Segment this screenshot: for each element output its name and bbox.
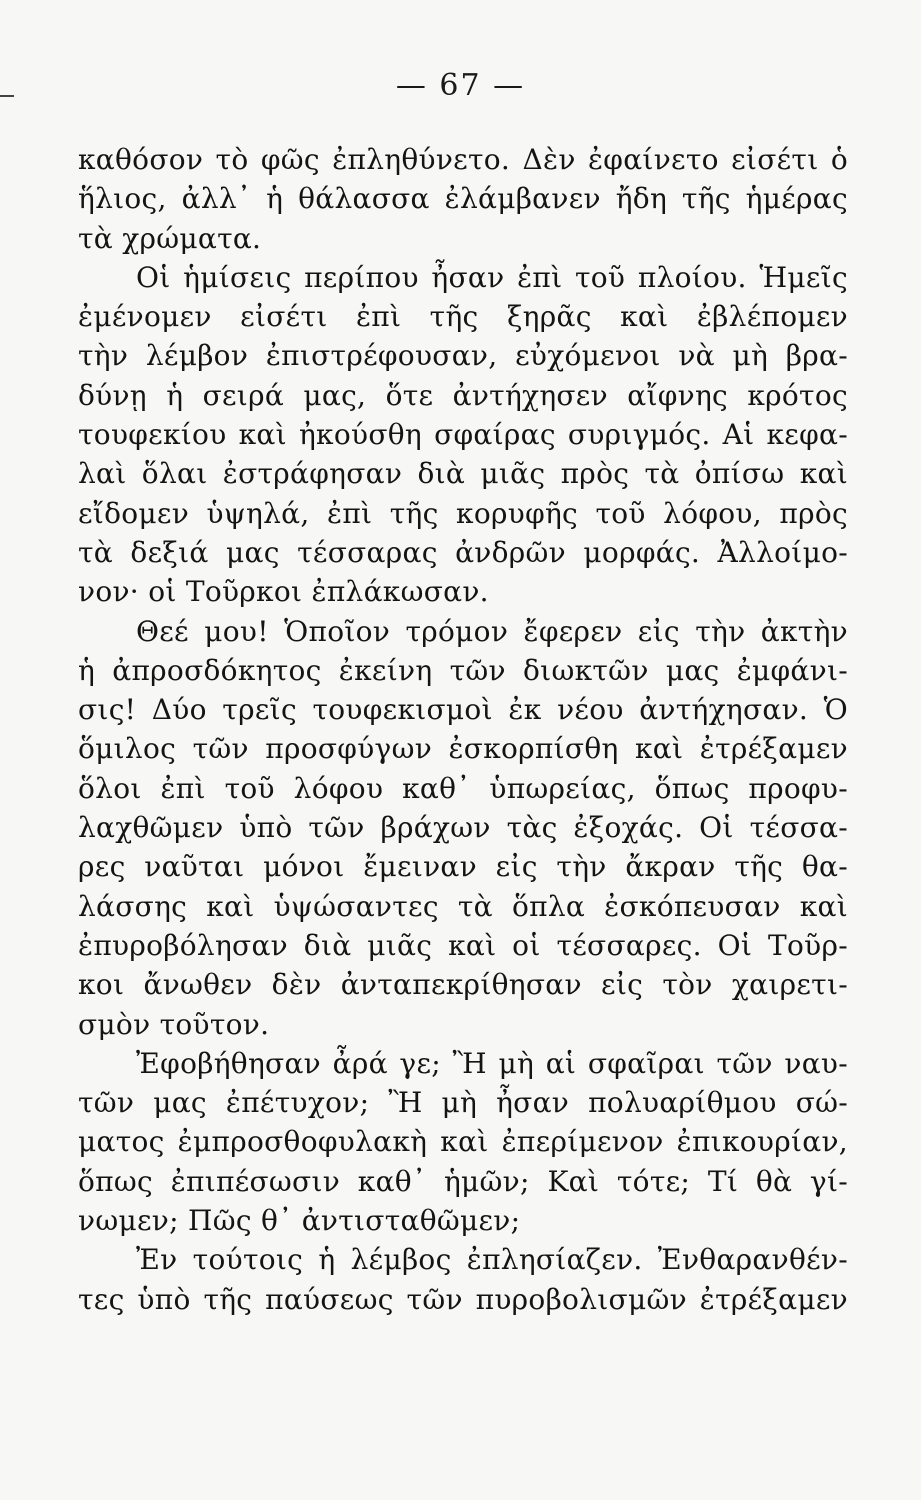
text-line: εἴδομεν ὑψηλά, ἐπὶ τῆς κορυφῆς τοῦ λόφου, πρὸς bbox=[78, 496, 848, 530]
text-line: τὰ δεξιά μας τέσσαρας ἀνδρῶν μορφάς. Ἀλλοίμο- bbox=[78, 535, 848, 569]
text-line: λάσσης καὶ ὑψώσαντες τὰ ὅπλα ἐσκόπευσαν καὶ bbox=[78, 889, 848, 923]
text-line: Ἐφοβήθησαν ἆρά γε; Ἢ μὴ αἱ σφαῖραι τῶν ναυ- bbox=[136, 1046, 848, 1080]
text-line: ἡ ἀπροσδόκητος ἐκείνη τῶν διωκτῶν μας ἐμφάνι- bbox=[78, 653, 848, 687]
text-line: λαχθῶμεν ὑπὸ τῶν βράχων τὰς ἐξοχάς. Οἱ τέσσα- bbox=[78, 811, 848, 845]
text-line: τὰ χρώματα. bbox=[78, 221, 262, 255]
text-line: ἐπυροβόλησαν διὰ μιᾶς καὶ οἱ τέσσαρες. Οἱ Τοῦρ- bbox=[78, 928, 848, 962]
text-line: ὅπως ἐπιπέσωσιν καθ᾿ ἡμῶν; Καὶ τότε; Τί θὰ γί- bbox=[78, 1164, 848, 1198]
text-line: λαὶ ὅλαι ἐστράφησαν διὰ μιᾶς πρὸς τὰ ὀπίσω καὶ bbox=[78, 457, 848, 491]
text-line: Οἱ ἡμίσεις περίπου ἦσαν ἐπὶ τοῦ πλοίου. Ἡμεῖς bbox=[136, 260, 848, 294]
text-line: Θεέ μου! Ὁποῖον τρόμον ἔφερεν εἰς τὴν ἀκτὴν bbox=[136, 614, 848, 648]
text-line: ὅλοι ἐπὶ τοῦ λόφου καθ᾿ ὑπωρείας, ὅπως προφυ- bbox=[78, 771, 848, 805]
text-line: ἐμένομεν εἰσέτι ἐπὶ τῆς ξηρᾶς καὶ ἐβλέπομεν bbox=[78, 300, 848, 334]
text-line: νωμεν; Πῶς θ᾿ ἀντισταθῶμεν; bbox=[78, 1204, 521, 1238]
text-line: ρες ναῦται μόνοι ἔμειναν εἰς τὴν ἄκραν τῆς θα- bbox=[78, 850, 848, 884]
text-line: τουφεκίου καὶ ἠκούσθη σφαίρας συριγμός. Αἱ κεφα- bbox=[78, 418, 848, 452]
text-line: Ἐν τούτοις ἡ λέμβος ἐπλησίαζεν. Ἐνθαρανθέν- bbox=[136, 1243, 848, 1277]
text-body bbox=[78, 140, 848, 1319]
text-line: ὅμιλος τῶν προσφύγων ἐσκορπίσθη καὶ ἐτρέξαμεν bbox=[78, 732, 848, 766]
text-line: σις! Δύο τρεῖς τουφεκισμοὶ ἐκ νέου ἀντήχησαν. Ὁ bbox=[78, 693, 848, 727]
text-line: σμὸν τοῦτον. bbox=[78, 1007, 270, 1041]
page-number: — 67 — bbox=[395, 68, 526, 103]
text-line: ματος ἐμπροσθοφυλακὴ καὶ ἐπερίμενον ἐπικουρίαν, bbox=[78, 1125, 848, 1159]
text-line: τὴν λέμβον ἐπιστρέφουσαν, εὐχόμενοι νὰ μὴ βρα- bbox=[78, 339, 848, 373]
text-line: καθόσον τὸ φῶς ἐπληθύνετο. Δὲν ἐφαίνετο εἰσέτι ὁ bbox=[78, 143, 848, 176]
text-line: τῶν μας ἐπέτυχον; Ἢ μὴ ἦσαν πολυαρίθμου σώ- bbox=[78, 1086, 848, 1120]
text-line: κοι ἄνωθεν δὲν ἀνταπεκρίθησαν εἰς τὸν χαιρετι- bbox=[78, 968, 848, 1002]
text-line: ἥλιος, ἀλλ᾿ ἡ θάλασσα ἐλάμβανεν ἤδη τῆς ἡμέρας bbox=[78, 182, 848, 216]
text-line: νον· οἱ Τοῦρκοι ἐπλάκωσαν. bbox=[78, 575, 489, 609]
text-line: τες ὑπὸ τῆς παύσεως τῶν πυροβολισμῶν ἐτρέξαμεν bbox=[78, 1282, 848, 1316]
text-line: δύνῃ ἡ σειρά μας, ὅτε ἀντήχησεν αἴφνης κρότος bbox=[78, 378, 848, 412]
